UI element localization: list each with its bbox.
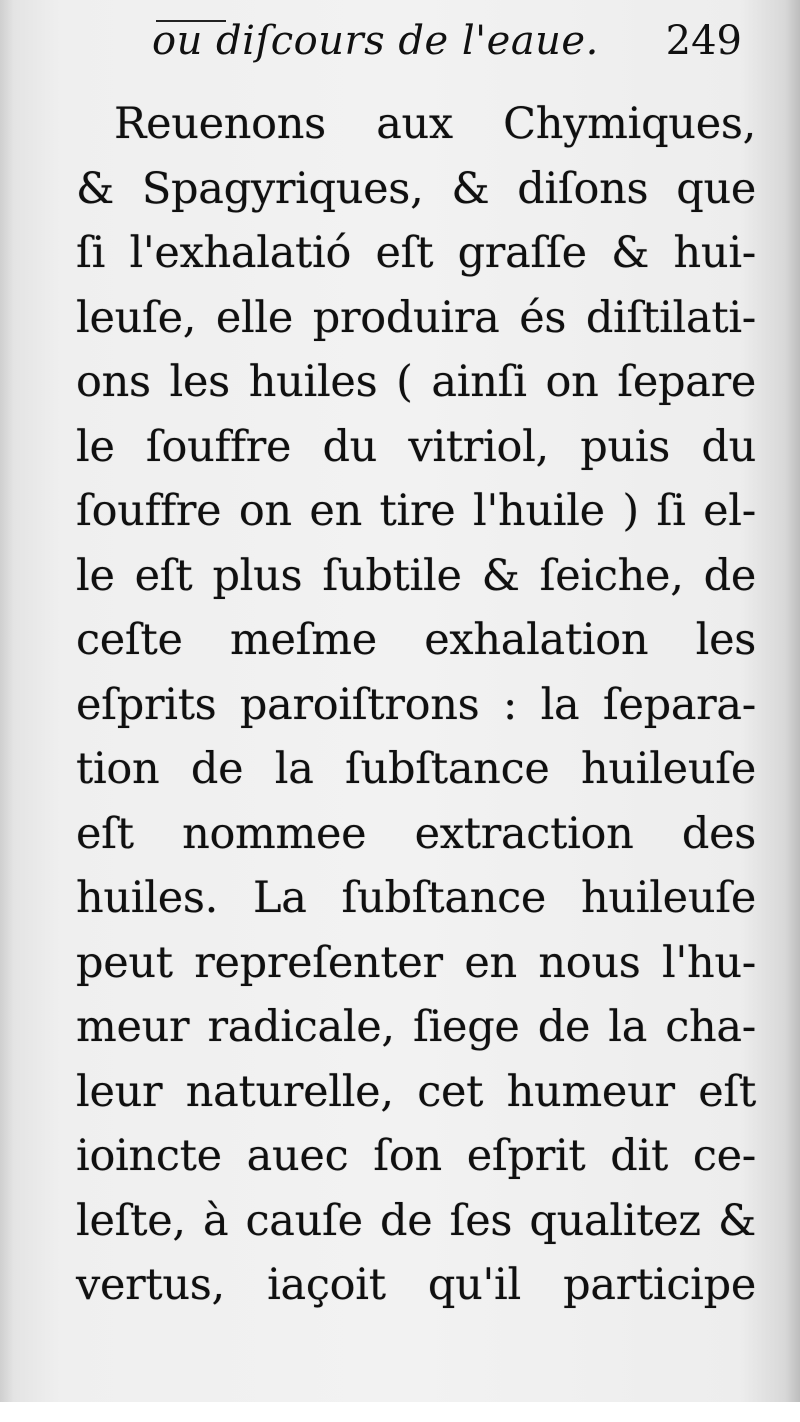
text-line: eſt nommee extraction des [76,808,756,859]
text-line: ſouffre on en tire l'huile ) ſi el- [76,486,756,536]
page-number: 249 [665,18,742,64]
text-line: & Spagyriques, & diſons que [76,163,756,214]
text-line: ſi l'exhalatió eſt graſſe & hui- [76,228,756,278]
text-line: ons les huiles ( ainſi on ſepare [76,357,756,407]
text-line: ceſte meſme exhalation les [76,615,756,665]
text-line: Reuenons aux Chymiques, [114,99,756,149]
text-line: meur radicale, ſiege de la cha- [76,1002,756,1052]
text-line: eſprits paroiſtrons : la ſepara- [76,679,756,730]
page-header [152,18,752,78]
text-line: le eſt plus ſubtile & ſeiche, de [76,550,756,601]
text-line: leſte, à cauſe de ſes qualitez & [76,1195,756,1246]
text-line: ioincte auec ſon eſprit dit ce- [76,1131,756,1181]
running-head: ou diſcours de l'eaue. [152,18,599,64]
body-text [76,92,756,1318]
text-line: vertus, iaçoit qu'il participe [76,1260,756,1310]
text-line: leur naturelle, cet humeur eſt [76,1066,756,1117]
text-line: leuſe, elle produira és diſtilati- [76,292,756,343]
text-line: tion de la ſubſtance huileuſe [76,744,756,794]
text-line: peut repreſenter en nous l'hu- [76,937,756,988]
text-line: le ſouffre du vitriol, puis du [76,421,756,472]
text-line: huiles. La ſubſtance huileuſe [76,873,756,923]
